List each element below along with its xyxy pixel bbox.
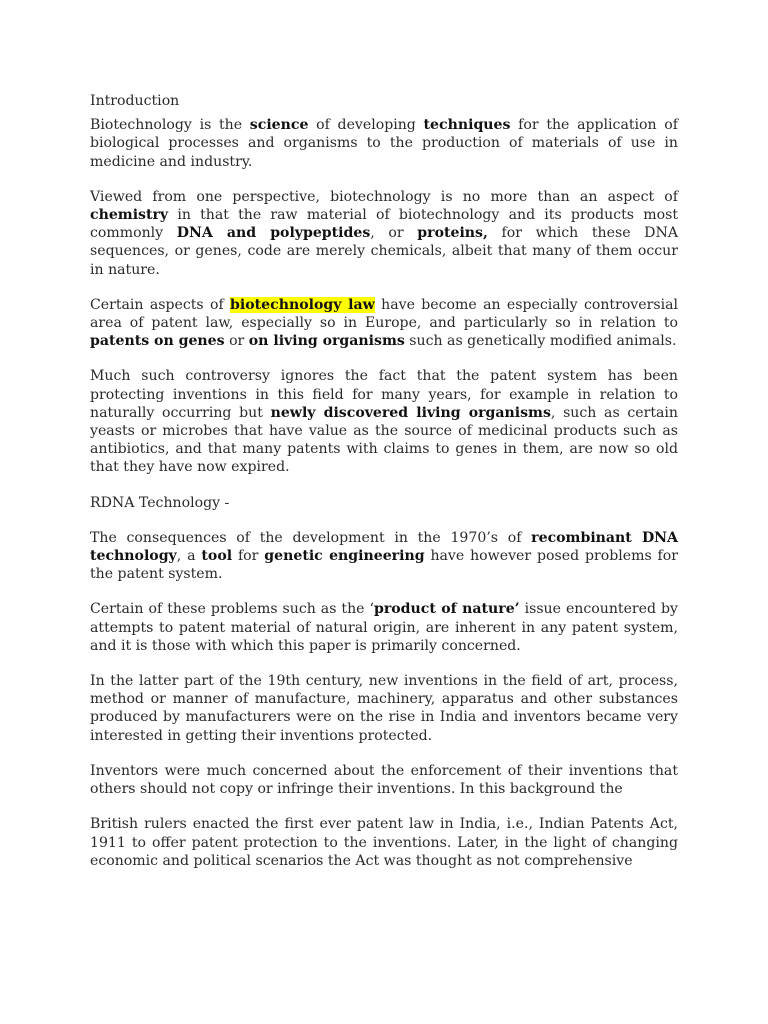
highlighted-bold-term: biotechnology law [230, 296, 375, 313]
text-run: have however posed problems for the patent system. [90, 548, 678, 583]
paragraph-chemistry-perspective [90, 188, 678, 279]
bold-term: tool [201, 548, 233, 565]
text-run: Viewed from one perspective, biotechnology is no more than an aspect of [90, 188, 678, 205]
bold-term: newly discovered living organisms [270, 404, 551, 421]
text-run: British rulers enacted the first ever patent law in India, i.e., Indian Patents Act, 1911 to offer patent protection to the inventions. Later, in the light of changing economic and political scenarios the Act was thought as not comprehensive [90, 816, 678, 869]
bold-term: science [249, 117, 309, 134]
text-run: Certain of these problems such as the ‘ [90, 601, 374, 618]
text-run: in that the raw material of biotechnology and its products most commonly [90, 207, 678, 242]
text-run: In the latter part of the 19th century, new inventions in the field of art, process, method or manner of manufacture, machinery, apparatus and other substances produced by manufacturers were on the rise in India and inventors became very interested in getting their inventions protected. [90, 673, 678, 744]
text-run: of developing [308, 117, 424, 134]
bold-term: recombinant DNA technology [90, 529, 678, 565]
bold-term: techniques [423, 117, 511, 134]
text-run: Certain aspects of [90, 296, 231, 313]
text-run: issue encountered by attempts to patent material of natural origin, are inherent in any patent system, and it is those with which this paper is primarily concerned. [90, 601, 678, 654]
text-run: , or [370, 225, 418, 242]
text-run: , a [176, 548, 202, 565]
heading-introduction: Introduction [90, 93, 180, 109]
text-run: such as genetically modified animals. [404, 333, 677, 350]
bold-term: chemistry [90, 207, 169, 224]
paragraph-definition [90, 116, 678, 171]
document-page [90, 92, 678, 870]
text-run: The consequences of the development in the 1970’s of [90, 529, 532, 546]
text-run: for which these DNA sequences, or genes, code are merely chemicals, albeit that many of them occur in nature. [90, 225, 678, 278]
paragraph-product-of-nature [90, 600, 678, 655]
bold-term: on living organisms [248, 333, 405, 350]
paragraph-controversy-law [90, 296, 678, 351]
paragraph-recombinant-dna [90, 529, 678, 584]
heading-rdna-technology: RDNA Technology - [90, 494, 230, 511]
paragraph-19th-century [90, 672, 678, 745]
text-run: for [232, 548, 265, 565]
text-run: Biotechnology is the [90, 117, 250, 134]
text-run: Much such controversy ignores the fact that the patent system has been protecting inventions in this field for many years, for example in relation to naturally occurring but [90, 368, 678, 421]
bold-term: genetic engineering [264, 548, 425, 565]
paragraph-indian-patents-act [90, 815, 678, 870]
text-run: , such as certain yeasts or microbes that have value as the source of medicinal products such as antibiotics, and that many patents with claims to genes in them, are now so old that they have now expired. [90, 404, 678, 476]
text-run: or [224, 333, 249, 350]
bold-term: product of nature’ [373, 601, 520, 618]
paragraph-inventors-concern [90, 762, 678, 798]
text-run: Inventors were much concerned about the enforcement of their inventions that others should not copy or infringe their inventions. In this background the [90, 762, 678, 798]
text-run: for the application of biological processes and organisms to the production of materials of use in medicine and industry. [90, 117, 678, 170]
bold-term: DNA and polypeptides [176, 225, 371, 242]
bold-term: proteins, [417, 225, 488, 242]
bold-term: patents on genes [90, 333, 225, 350]
text-run: have become an especially controversial area of patent law, especially so in Europe, and particularly so in relation to [90, 296, 679, 332]
paragraph-patent-history [90, 367, 678, 476]
